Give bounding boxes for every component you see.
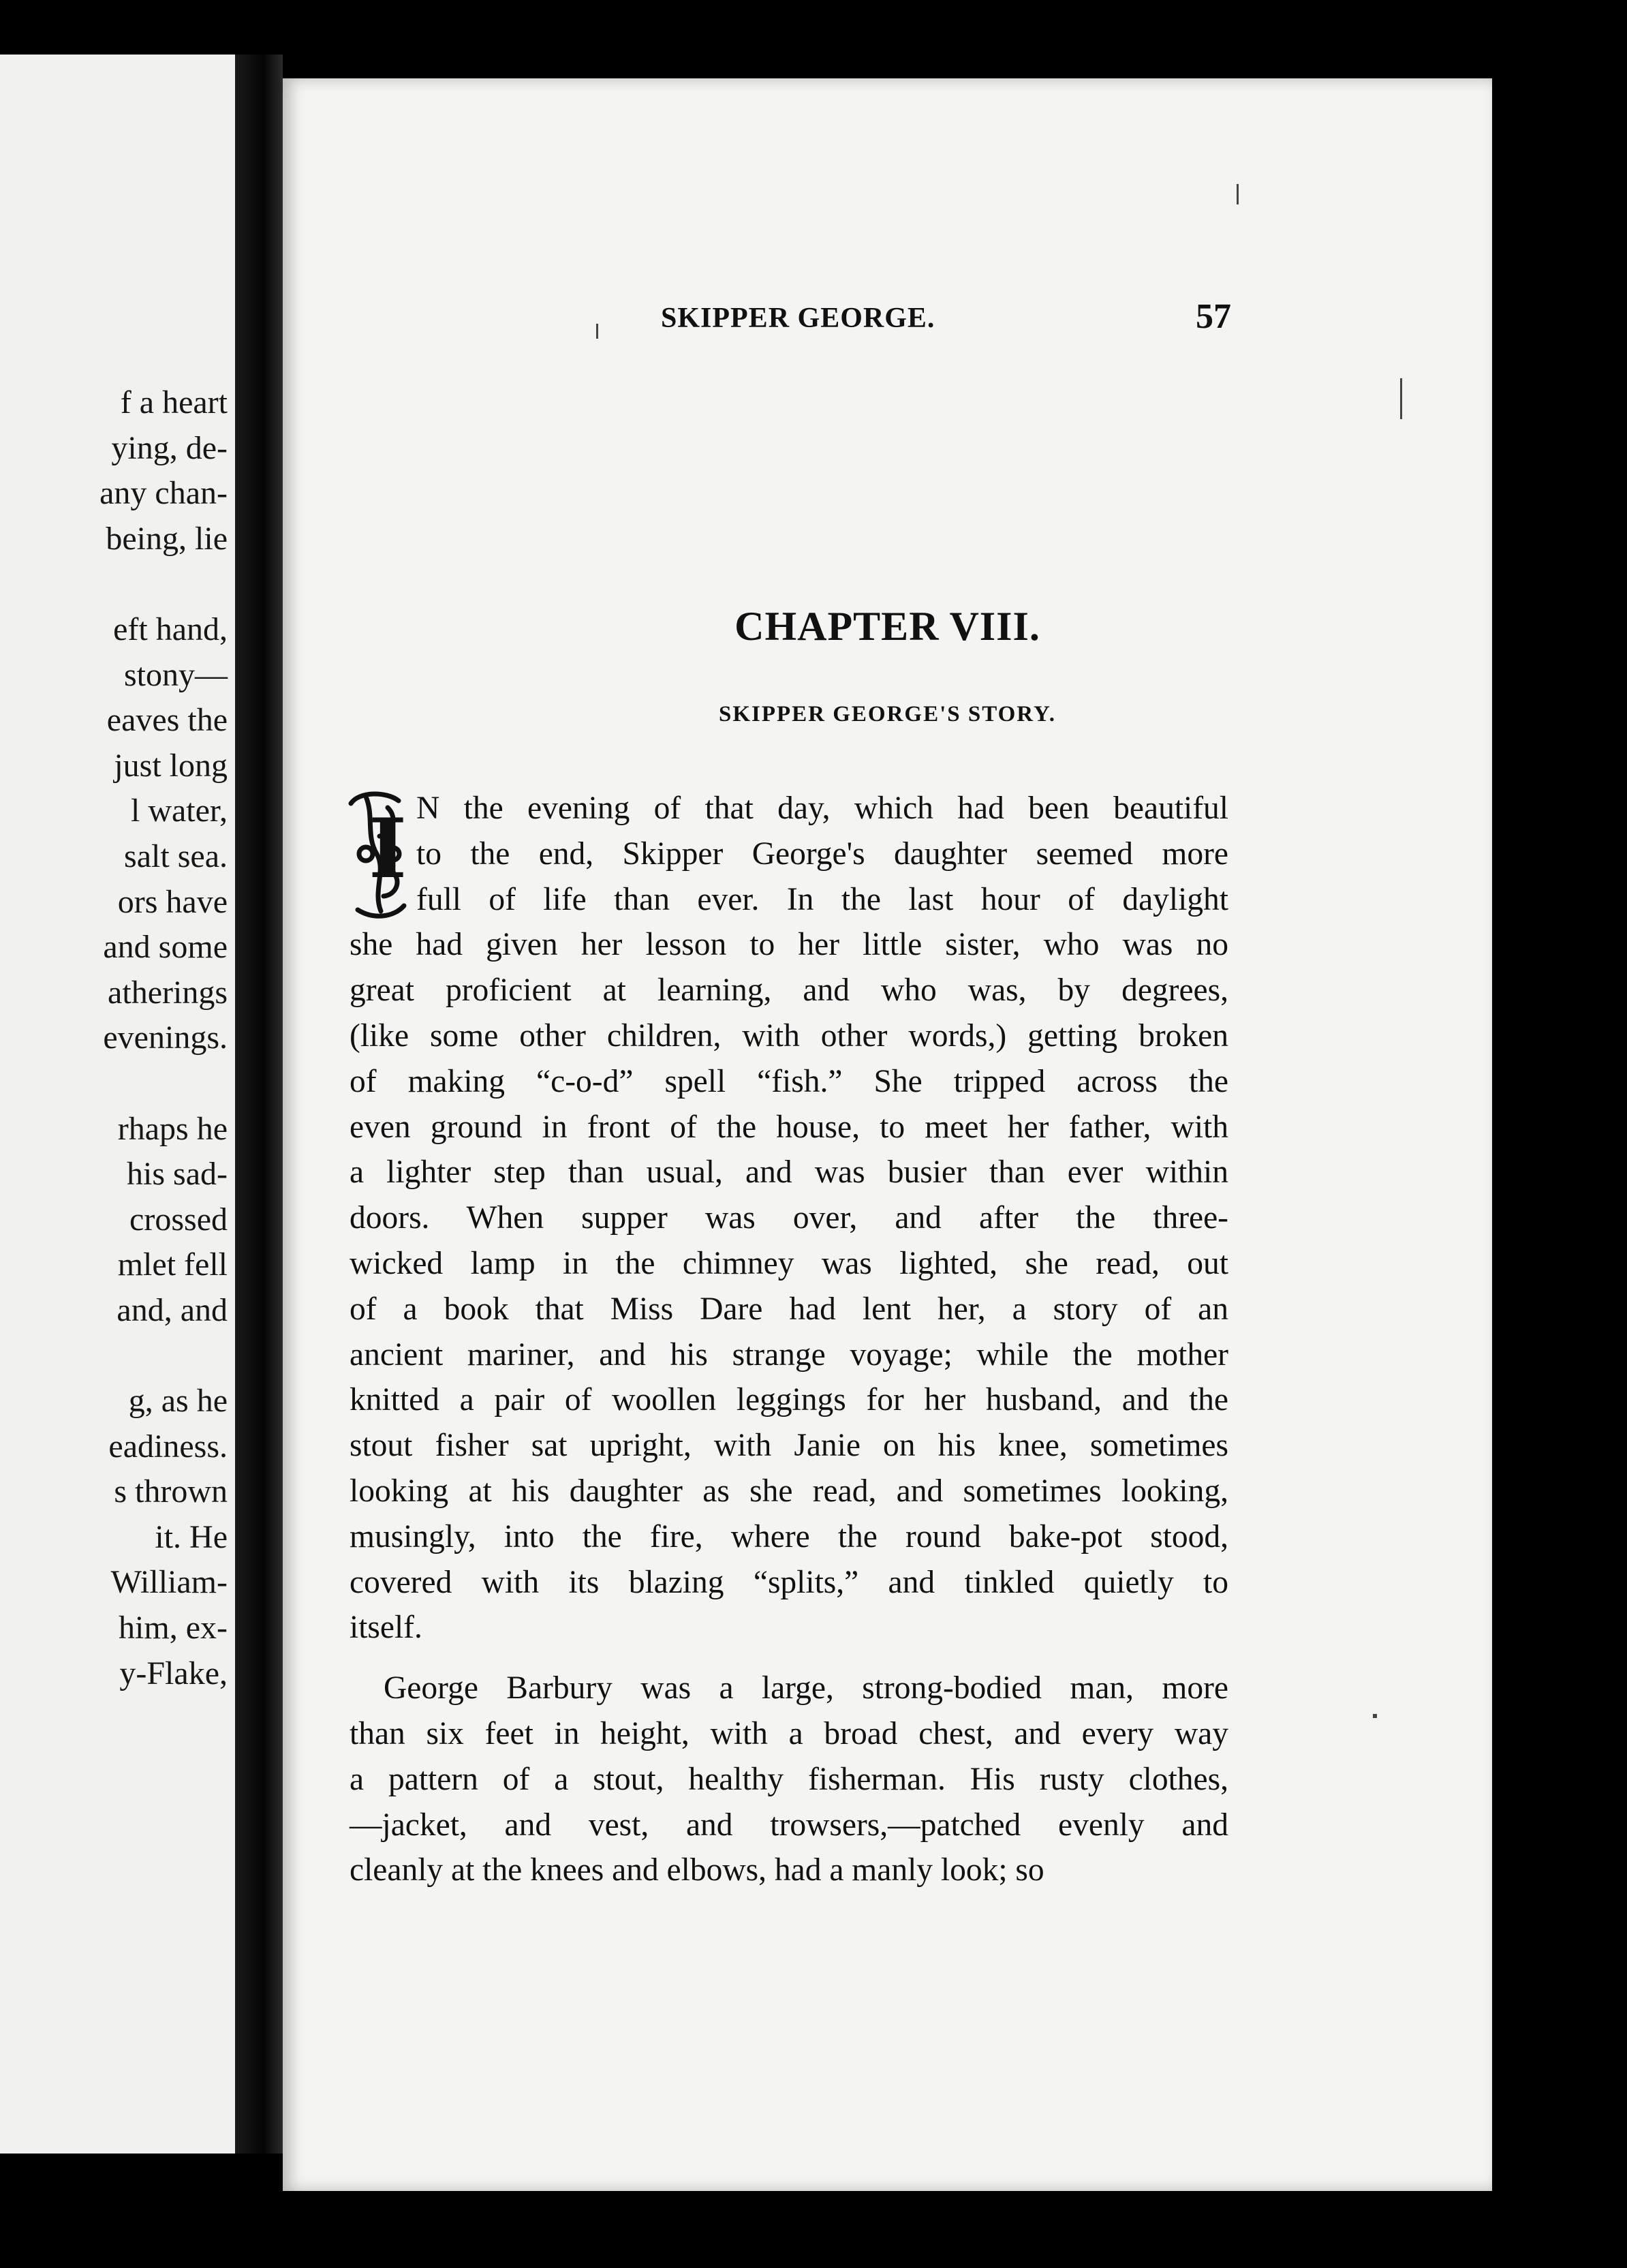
left-page-line: ying, de- <box>111 429 228 466</box>
body-line: to the end, Skipper George's daughter seemed more <box>416 836 1228 872</box>
left-page-line: rhaps he <box>117 1110 228 1147</box>
paragraph-gap <box>0 562 228 607</box>
body-line: knitted a pair of woollen leggings for her husband, and the <box>350 1382 1228 1418</box>
body-line: cleanly at the knees and elbows, had a manly look; so <box>350 1852 1044 1888</box>
paper-mark <box>1237 184 1239 204</box>
left-page-line: atherings <box>108 974 228 1011</box>
running-head <box>283 297 1492 343</box>
body-line: musingly, into the fire, where the round bake-pot stood, <box>350 1518 1228 1554</box>
body-line: even ground in front of the house, to meet her father, with <box>350 1109 1228 1145</box>
left-page-line: g, as he <box>128 1383 228 1420</box>
left-page-line: his sad- <box>127 1156 228 1193</box>
left-page-line: eft hand, <box>113 611 228 647</box>
left-page-line: eadiness. <box>108 1428 228 1465</box>
body-line: covered with its blazing “splits,” and tinkled quietly to <box>350 1564 1228 1600</box>
left-page-line: l water, <box>130 793 228 829</box>
left-page-line: any chan- <box>99 475 228 512</box>
left-page-line: evenings. <box>103 1020 228 1056</box>
left-page-line: being, lie <box>106 520 228 557</box>
left-page-line: it. He <box>155 1518 228 1555</box>
body-line: great proficient at learning, and who was, by degrees, <box>350 972 1228 1009</box>
left-page-line: f a heart <box>120 384 228 420</box>
chapter-title: CHAPTER VIII. <box>734 604 1040 649</box>
left-page-line: him, ex- <box>119 1610 228 1646</box>
left-page-line: salt sea. <box>124 838 228 874</box>
body-line: of a book that Miss Dare had lent her, a story of an <box>350 1291 1228 1327</box>
left-page-line: ors have <box>117 883 228 920</box>
body-line: itself. <box>350 1610 422 1646</box>
paper-mark <box>596 324 598 339</box>
left-page-line: s thrown <box>114 1473 228 1510</box>
body-line: ancient mariner, and his strange voyage; while the mother <box>350 1336 1228 1373</box>
left-page-line: mlet fell <box>117 1246 228 1283</box>
paragraph-gap <box>0 1333 228 1379</box>
left-page-line: and, and <box>117 1291 228 1328</box>
paragraph-gap <box>0 1061 228 1107</box>
body-line: (like some other children, with other words,) getting broken <box>350 1017 1228 1054</box>
right-page <box>283 78 1492 2191</box>
body-line: doors. When supper was over, and after the three- <box>350 1200 1228 1236</box>
paper-mark <box>1373 1714 1377 1718</box>
left-page-text <box>0 380 228 1696</box>
body-text <box>350 786 1228 1893</box>
chapter-subtitle: SKIPPER GEORGE'S STORY. <box>718 702 1057 726</box>
body-line: than six feet in height, with a broad chest, and every way <box>350 1715 1228 1751</box>
running-head-title: SKIPPER GEORGE. <box>661 303 935 334</box>
body-line: looking at his daughter as she read, and sometimes looking, <box>350 1473 1228 1509</box>
left-page-line: and some <box>103 929 228 966</box>
body-line: a pattern of a stout, healthy fisherman. His rusty clothes, <box>350 1761 1228 1797</box>
body-line: full of life than ever. In the last hour of daylight <box>416 881 1228 917</box>
paragraph-gap <box>350 1651 1228 1666</box>
left-page-line: eaves the <box>106 702 228 739</box>
book-gutter <box>235 55 283 2154</box>
paper-mark <box>1400 378 1402 419</box>
body-line: George Barbury was a large, strong-bodied man, more <box>384 1670 1228 1706</box>
left-page-line: crossed <box>129 1201 228 1238</box>
body-line: a lighter step than usual, and was busier than ever within <box>350 1154 1228 1191</box>
body-line: N the evening of that day, which had been beautiful <box>416 791 1228 826</box>
drop-cap-letter: I <box>369 801 407 897</box>
body-line: of making “c-o-d” spell “fish.” She tripped across the <box>350 1063 1228 1099</box>
left-page-line: just long <box>114 747 228 784</box>
left-page <box>0 55 235 2154</box>
left-page-line: y-Flake, <box>119 1655 228 1691</box>
left-page-line: William- <box>110 1564 228 1601</box>
body-line: wicked lamp in the chimney was lighted, she read, out <box>350 1245 1228 1281</box>
body-line: —jacket, and vest, and trowsers,—patched evenly and <box>350 1807 1228 1843</box>
left-page-line: stony— <box>123 656 228 693</box>
body-line: she had given her lesson to her little sister, who was no <box>350 927 1228 963</box>
body-line: stout fisher sat upright, with Janie on his knee, sometimes <box>350 1428 1228 1464</box>
page-number: 57 <box>1196 297 1231 336</box>
